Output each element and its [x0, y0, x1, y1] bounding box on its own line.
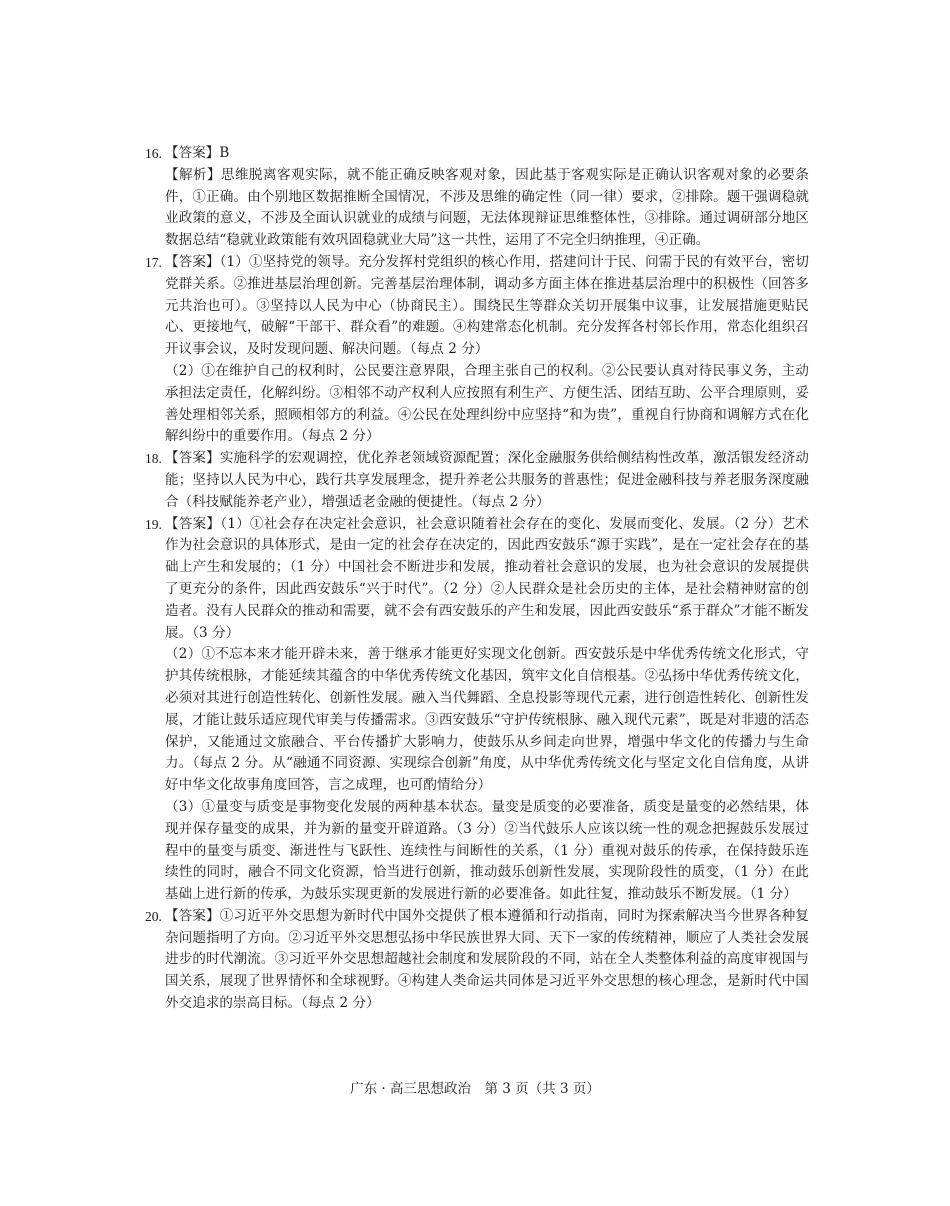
question-number: 18.	[145, 451, 162, 467]
question-number: 20.	[145, 908, 162, 924]
answer-item-20	[145, 906, 809, 1015]
answer-text: 【答案】①习近平外交思想为新时代中国外交提供了根本遵循和行动指南，同时为探索解决当今世界各种复杂问题指明了方向。②习近平外交思想弘扬中华民族世界大同、天下一家的传统精神，顺应了人类社会发展进步的时代潮流。③习近平外交思想超越社会制度和发展阶段的不同，站在全人类整体利益的高度审视国与国关系，展现了世界情怀和全球视野。④构建人类命运共同体是习近平外交思想的核心理念，是新时代中国外交追求的崇高目标。（每点 2 分）	[165, 907, 809, 1012]
answer-item-19	[145, 514, 809, 906]
answer-text: 【答案】（1）①坚持党的领导。充分发挥村党组织的核心作用，搭建问计于民、问需于民的有效平台，密切党群关系。②推进基层治理创新。完善基层治理体制，调动多方面主体在推进基层治理中的积极性（回答多元共治也可）。③坚持以人民为中心（协商民主）。围绕民生等群众关切开展集中议事，让发展措施更贴民心、更接地气，破解“干部干、群众看”的难题。④构建常态化机制。充分发挥各村邻长作用，常态化组织召开议事会议，及时发现问题、解决问题。（每点 2 分）	[165, 253, 809, 358]
answer-item-17	[145, 252, 809, 448]
answer-text: 【答案】（1）①社会存在决定社会意识，社会意识随着社会存在的变化、发展而变化、发展。（2 分）艺术作为社会意识的具体形式，是由一定的社会存在决定的，因此西安鼓乐“源于实践”，是在一定社会存在的基础上产生和发展的；（1 分）中国社会不断进步和发展，推动着社会意识的发展，也为社会意识的发展提供了更充分的条件，因此西安鼓乐“兴于时代”。（2 分）②人民群众是社会历史的主体，是社会精神财富的创造者。没有人民群众的推动和需要，就不会有西安鼓乐的产生和发展，因此西安鼓乐“系于群众”才能不断发展。（3 分）	[165, 515, 809, 641]
explanation-text: 【解析】思维脱离客观实际，就不能正确反映客观对象，因此基于客观实际是正确认识客观对象的必要条件，①正确。由个别地区数据推断全国情况，不涉及思维的确定性（同一律）要求，②排除。题干强调稳就业政策的意义，不涉及全面认识就业的成绩与问题，无法体现辩证思维整体性，③排除。通过调研部分地区数据总结“稳就业政策能有效巩固稳就业大局”这一共性，运用了不完全归纳推理，④正确。	[165, 166, 809, 249]
answer-item-16	[145, 143, 809, 252]
answer-text: （3）①量变与质变是事物变化发展的两种基本状态。量变是质变的必要准备，质变是量变的必然结果，体现并保存量变的成果，并为新的量变开辟道路。（3 分）②当代鼓乐人应该以统一性的观念把握鼓乐发展过程中的量变与质变、渐进性与飞跃性、连续性与间断性的关系，（1 分）重视对鼓乐的传承，在保持鼓乐连续性的同时，融合不同文化资源，恰当进行创新，推动鼓乐创新性发展，实现阶段性的质变，（1 分）在此基础上进行新的传承，为鼓乐实现更新的发展进行新的必要准备。如此往复，推动鼓乐不断发展。（1 分）	[165, 798, 809, 903]
answer-text: （2）①在维护自己的权利时，公民要注意界限，合理主张自己的权利。②公民要认真对待民事义务，主动承担法定责任，化解纠纷。③相邻不动产权利人应按照有利生产、方便生活、团结互助、公平合理原则，妥善处理相邻关系，照顾相邻方的利益。④公民在处理纠纷中应坚持“和为贵”，重视自行协商和调解方式在化解纠纷中的重要作用。（每点 2 分）	[165, 362, 809, 445]
page-footer: 广东 · 高三思想政治 第 3 页（共 3 页）	[350, 1081, 600, 1097]
answer-text: （2）①不忘本来才能开辟未来，善于继承才能更好实现文化创新。西安鼓乐是中华优秀传统文化形式，守护其传统根脉，才能延续其蕴含的中华优秀传统文化基因，筑牢文化自信根基。②弘扬中华优秀传统文化，必须对其进行创造性转化、创新性发展。融入当代舞蹈、全息投影等现代元素，进行创造性转化、创新性发展，才能让鼓乐适应现代审美与传播需求。③西安鼓乐“守护传统根脉、融入现代元素”，既是对非遗的活态保护，又能通过文旅融合、平台传播扩大影响力，使鼓乐从乡间走向世界，增强中华文化的传播力与生命力。（每点 2 分。从“融通不同资源、实现综合创新”角度，从中华优秀传统文化与坚定文化自信角度，从讲好中华文化故事角度回答，言之成理，也可酌情给分）	[165, 646, 809, 794]
answer-content	[145, 143, 809, 1015]
question-number: 19.	[145, 516, 162, 532]
answer-text: 【答案】实施科学的宏观调控，优化养老领域资源配置；深化金融服务供给侧结构性改革，激活银发经济动能；坚持以人民为中心，践行共享发展理念，提升养老公共服务的普惠性；促进金融科技与养老服务深度融合（科技赋能养老产业），增强适老金融的便捷性。（每点 2 分）	[165, 450, 809, 510]
answer-text: 【答案】B	[165, 145, 230, 161]
question-number: 16.	[145, 146, 162, 161]
answer-item-18	[145, 448, 809, 513]
question-number: 17.	[145, 254, 162, 270]
